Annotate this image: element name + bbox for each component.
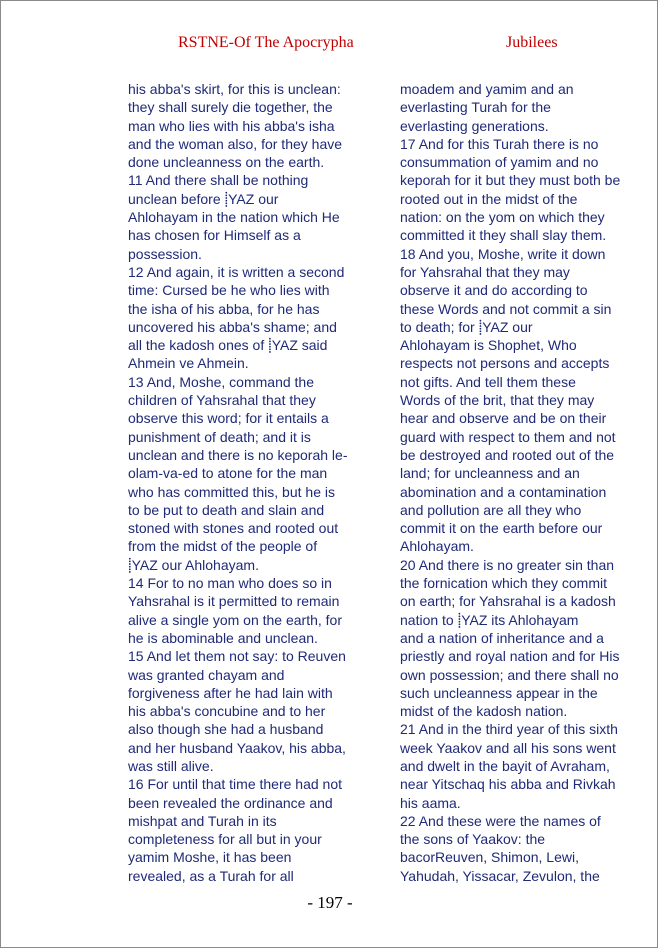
text-line: midst of the kadosh nation. <box>400 703 568 720</box>
text-line: hear and observe and be on their <box>400 410 607 427</box>
text-line: olam-va-ed to atone for the man <box>128 465 328 482</box>
text-line: bacorReuven, Shimon, Lewi, <box>400 849 579 866</box>
text-line: not gifts. And tell them these <box>400 373 576 390</box>
text-line: nation to ⸽YAZ its Ahlohayam <box>400 611 579 628</box>
text-line: 21 And in the third year of this sixth <box>400 721 618 738</box>
page-number: - 197 - <box>307 893 353 912</box>
running-header <box>0 34 660 58</box>
text-line: Words of the brit, that they may <box>400 392 595 409</box>
text-line: also though she had a husband <box>128 721 324 738</box>
text-line: observe it and do according to <box>400 282 588 299</box>
text-line: 22 And these were the names of <box>400 812 601 829</box>
right-text-column <box>400 80 626 885</box>
text-line: 20 And there is no greater sin than <box>400 556 615 573</box>
text-line: ⸽YAZ our Ahlohayam. <box>128 556 259 573</box>
text-line: abomination and a contamination <box>400 483 607 500</box>
text-line: 13 And, Moshe, command the <box>128 373 314 390</box>
text-line: unclean before ⸽YAZ our <box>128 190 279 207</box>
text-line: his aama. <box>400 794 461 811</box>
text-line: time: Cursed be he who lies with <box>128 282 330 299</box>
text-line: possession. <box>128 245 202 262</box>
text-line: uncovered his abba's shame; and <box>128 318 337 335</box>
text-line: unclean and there is no keporah le- <box>128 446 348 463</box>
text-line: punishment of death; and it is <box>128 428 311 445</box>
text-line: stoned with stones and rooted out <box>128 520 339 537</box>
text-line: was still alive. <box>128 757 214 774</box>
text-line: was granted chayam and <box>128 666 285 683</box>
text-line: Yahsrahal is it permitted to remain <box>128 593 340 610</box>
text-line: Ahlohayam in the nation which He <box>128 209 340 226</box>
text-line: all the kadosh ones of ⸽YAZ said <box>128 337 328 354</box>
text-line: and the woman also, for they have <box>128 135 343 152</box>
text-line: for Yahsrahal that they may <box>400 263 570 280</box>
text-line: 14 For to no man who does so in <box>128 575 332 592</box>
text-line: land; for uncleanness and an <box>400 465 580 482</box>
text-line: observe this word; for it entails a <box>128 410 329 427</box>
text-line: guard with respect to them and not <box>400 428 616 445</box>
text-line: 15 And let them not say: to Reuven <box>128 648 346 665</box>
text-line: 18 And you, Moshe, write it down <box>400 245 606 262</box>
text-line: keporah for it but they must both be <box>400 172 621 189</box>
text-line: commit it on the earth before our <box>400 520 603 537</box>
text-line: his abba's concubine and to her <box>128 703 326 720</box>
text-line: he is abominable and unclean. <box>128 629 318 646</box>
text-line: 16 For until that time there had not <box>128 776 343 793</box>
text-line: the sons of Yaakov: the <box>400 831 546 848</box>
text-line: respects not persons and accepts <box>400 355 610 372</box>
text-line: these Words and not commit a sin <box>400 300 612 317</box>
text-line: priestly and royal nation and for His <box>400 648 620 665</box>
text-line: from the midst of the people of <box>128 538 318 555</box>
text-line: 12 And again, it is written a second <box>128 263 345 280</box>
text-line: rooted out in the midst of the <box>400 190 578 207</box>
text-line: nation: on the yom on which they <box>400 209 605 226</box>
text-line: 11 And there shall be nothing <box>128 172 309 189</box>
text-line: yamim Moshe, it has been <box>128 849 292 866</box>
text-line: mishpat and Turah in its <box>128 812 277 829</box>
text-line: to death; for ⸽YAZ our <box>400 318 533 335</box>
text-line: done uncleanness on the earth. <box>128 154 325 171</box>
text-line: alive a single yom on the earth, for <box>128 611 343 628</box>
text-line: and her husband Yaakov, his abba, <box>128 739 346 756</box>
text-line: and dwelt in the bayit of Avraham, <box>400 757 610 774</box>
text-line: Yahudah, Yissacar, Zevulon, the <box>400 867 600 884</box>
text-line: who has committed this, but he is <box>128 483 335 500</box>
text-line: man who lies with his abba's isha <box>128 117 335 134</box>
text-line: own possession; and there shall no <box>400 666 619 683</box>
text-line: to be put to death and slain and <box>128 501 325 518</box>
text-line: been revealed the ordinance and <box>128 794 333 811</box>
text-line: such uncleanness appear in the <box>400 684 598 701</box>
text-line: everlasting generations. <box>400 117 549 134</box>
text-line: Ahlohayam. <box>400 538 474 555</box>
text-line: committed it they shall slay them. <box>400 227 607 244</box>
text-line: and pollution are all they who <box>400 501 582 518</box>
text-line: has chosen for Himself as a <box>128 227 301 244</box>
text-line: forgiveness after he had lain with <box>128 684 333 701</box>
text-line: moadem and yamim and an <box>400 81 574 97</box>
left-text-column <box>128 80 354 885</box>
text-line: consummation of yamim and no <box>400 154 599 171</box>
text-line: 17 And for this Turah there is no <box>400 135 599 152</box>
text-line: completeness for all but in your <box>128 831 322 848</box>
text-line: revealed, as a Turah for all <box>128 867 294 884</box>
header-section-title: Jubilees <box>506 34 558 51</box>
text-line: the fornication which they commit <box>400 575 607 592</box>
text-line: children of Yahsrahal that they <box>128 392 316 409</box>
text-line: Ahmein ve Ahmein. <box>128 355 249 372</box>
text-line: his abba's skirt, for this is unclean: <box>128 81 341 97</box>
text-line: on earth; for Yahsrahal is a kadosh <box>400 593 616 610</box>
text-line: and a nation of inheritance and a <box>400 629 604 646</box>
text-line: they shall surely die together, the <box>128 99 333 116</box>
text-line: everlasting Turah for the <box>400 99 551 116</box>
text-line: near Yitschaq his abba and Rivkah <box>400 776 616 793</box>
text-line: be destroyed and rooted out of the <box>400 446 615 463</box>
header-book-title: RSTNE-Of The Apocrypha <box>178 34 354 51</box>
text-line: the isha of his abba, for he has <box>128 300 320 317</box>
text-line: week Yaakov and all his sons went <box>400 739 616 756</box>
text-line: Ahlohayam is Shophet, Who <box>400 337 577 354</box>
